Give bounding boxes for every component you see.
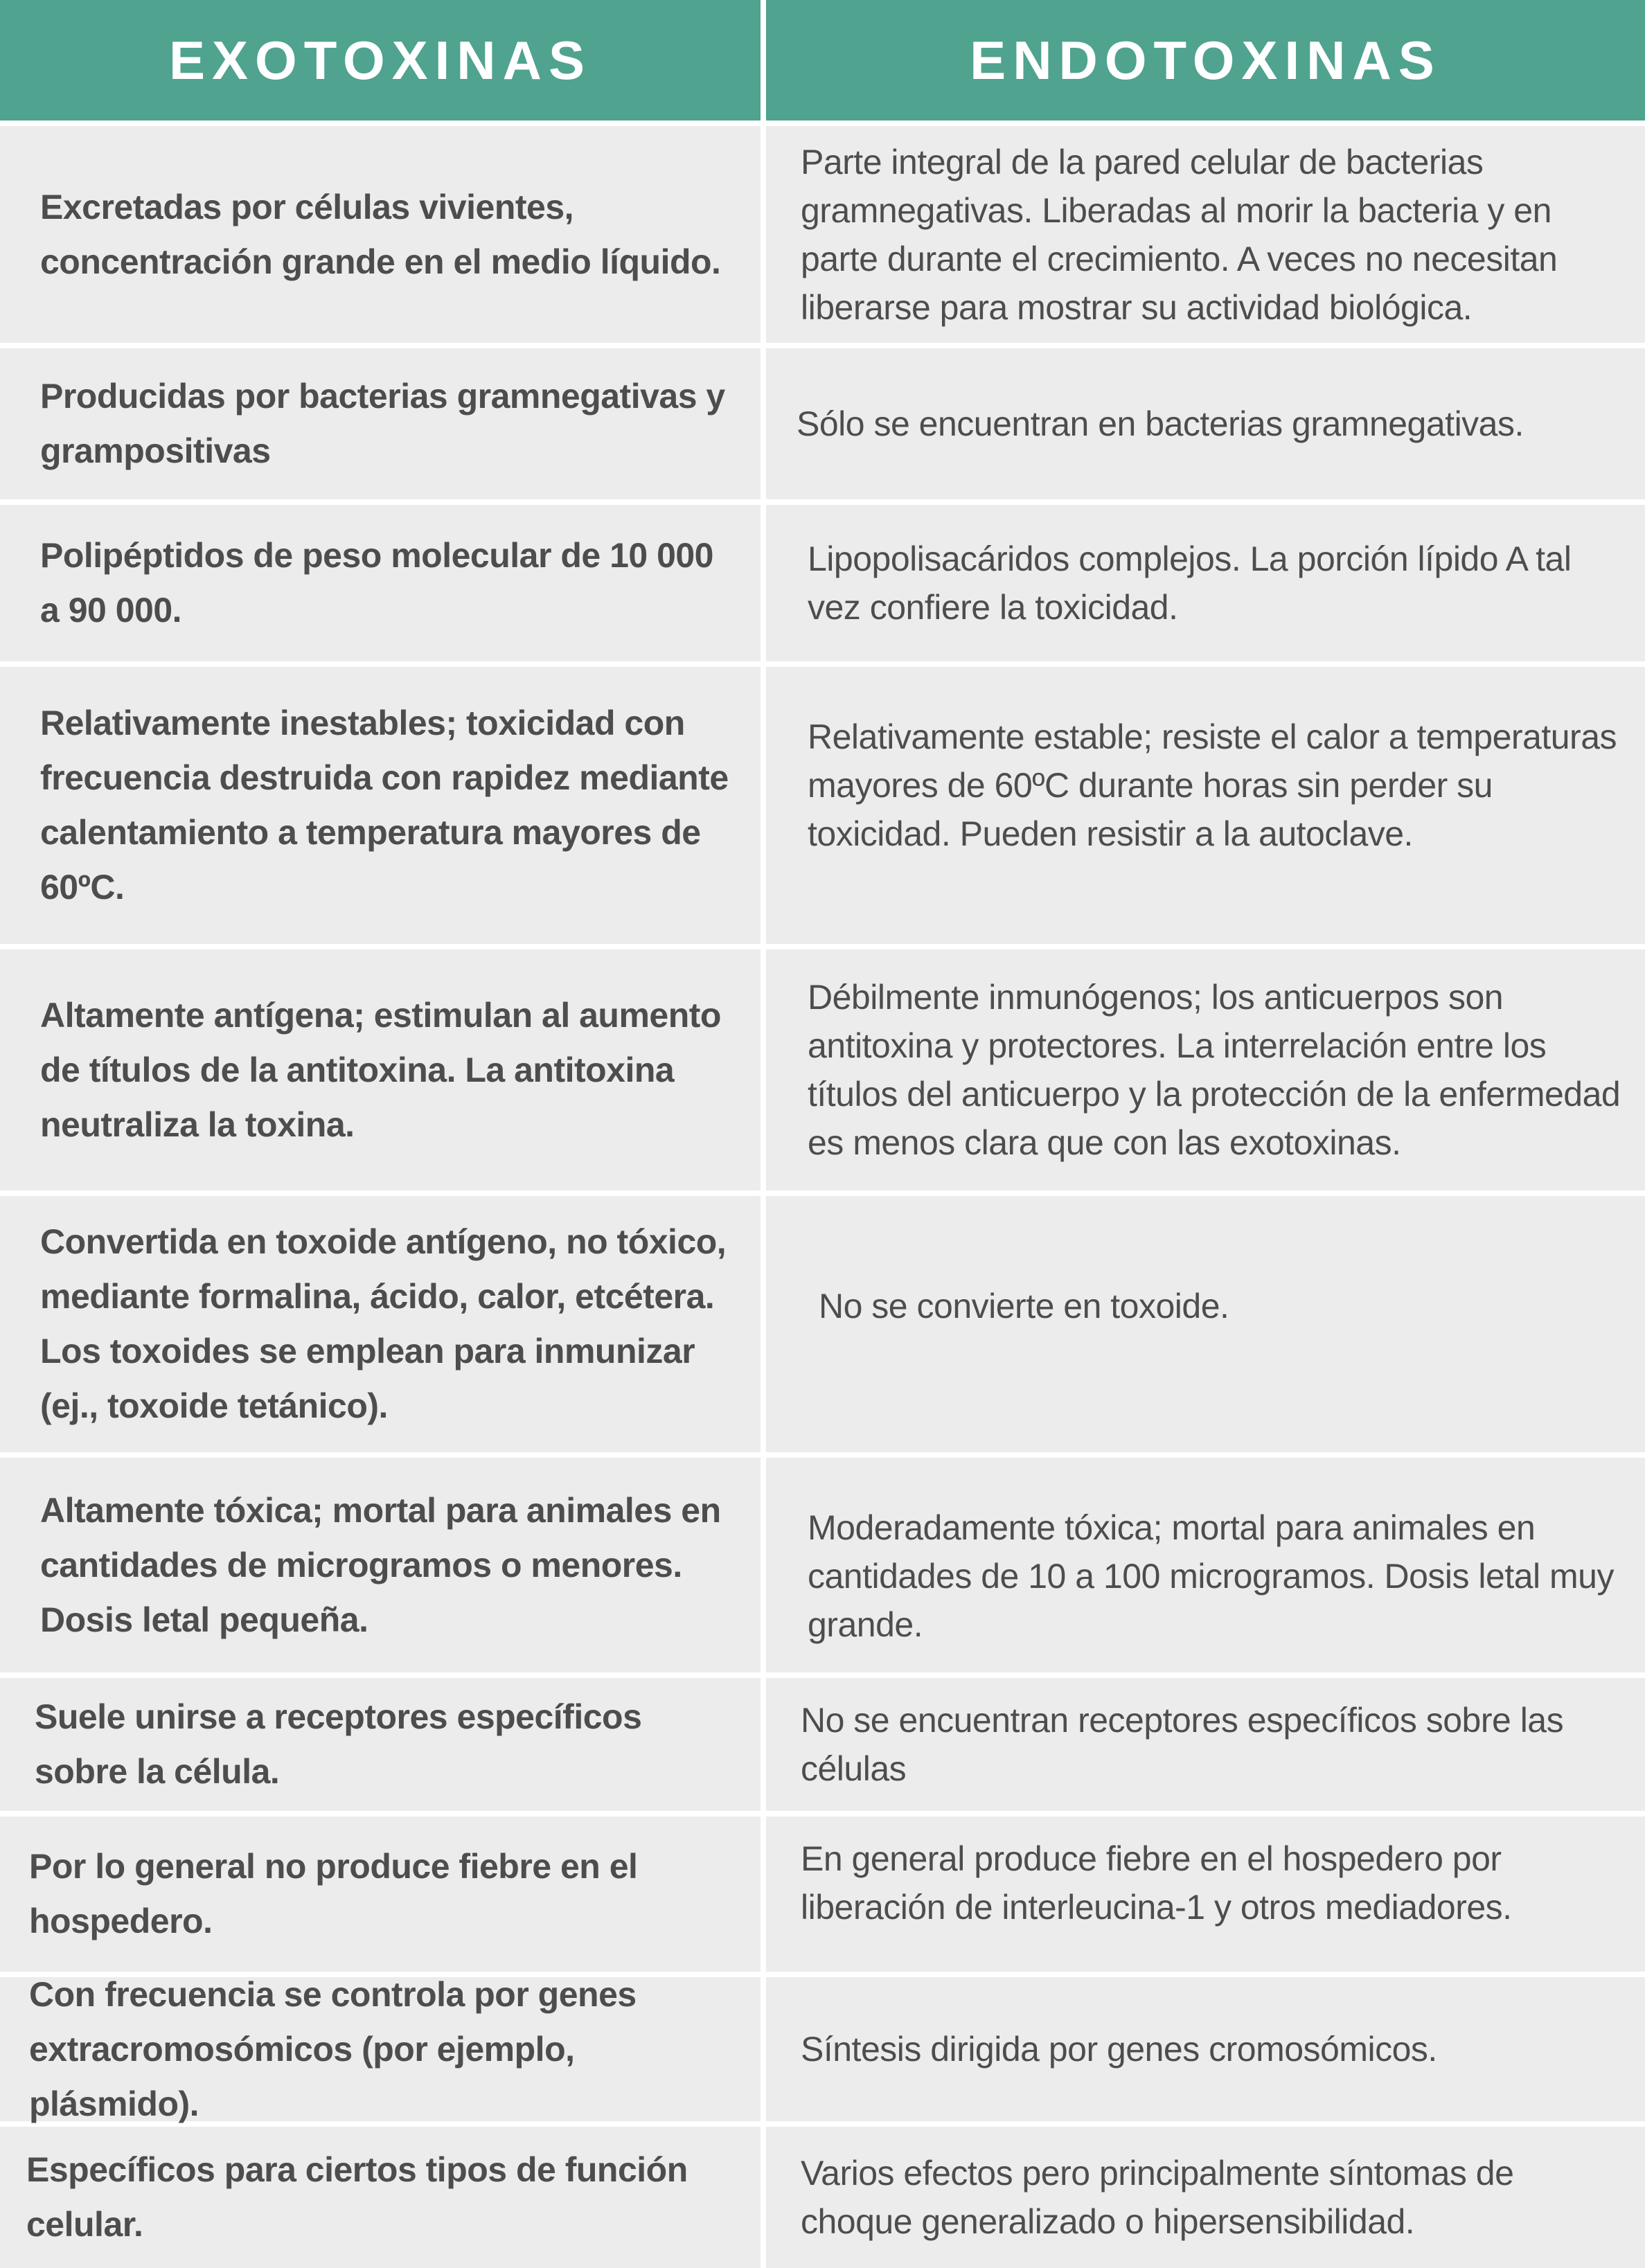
endotoxin-cell: Varios efectos pero principalmente síntomas de choque generalizado o hipersensibilidad. [766, 2127, 1645, 2268]
table-row [0, 126, 1645, 343]
exotoxin-cell: Altamente tóxica; mortal para animales en cantidades de microgramos o menores. Dosis letal pequeña. [0, 1458, 761, 1672]
endotoxin-cell: Lipopolisacáridos complejos. La porción lípido A tal vez confiere la toxicidad. [766, 505, 1645, 661]
table-row [0, 1678, 1645, 1811]
table-row [0, 667, 1645, 944]
table-row [0, 949, 1645, 1190]
table-row [0, 1816, 1645, 1972]
endotoxin-cell: Sólo se encuentran en bacterias gramnegativas. [766, 348, 1645, 499]
exotoxin-cell: Por lo general no produce fiebre en el hospedero. [0, 1816, 761, 1972]
exotoxin-cell: Relativamente inestables; toxicidad con frecuencia destruida con rapidez mediante calentamiento a temperatura mayores de 60ºC. [0, 667, 761, 944]
exotoxin-cell: Específicos para ciertos tipos de función celular. [0, 2127, 761, 2268]
header-exotoxinas: EXOTOXINAS [0, 0, 761, 120]
endotoxin-cell: Parte integral de la pared celular de bacterias gramnegativas. Liberadas al morir la bacteria y en parte durante el crecimiento. A veces no necesitan liberarse para mostrar su actividad biológica. [766, 126, 1645, 343]
table-row [0, 1974, 1645, 2123]
endotoxin-cell: En general produce fiebre en el hospedero por liberación de interleucina-1 y otros mediadores. [766, 1816, 1645, 1972]
endotoxin-cell: No se encuentran receptores específicos sobre las células [766, 1678, 1645, 1811]
table-row [0, 1196, 1645, 1452]
endotoxin-cell: No se convierte en toxoide. [766, 1196, 1645, 1452]
exotoxin-cell: Convertida en toxoide antígeno, no tóxico, mediante formalina, ácido, calor, etcétera. Los toxoides se emplean para inmunizar (ej., toxoide tetánico). [0, 1196, 761, 1452]
table-row [0, 348, 1645, 499]
exotoxin-cell: Polipéptidos de peso molecular de 10 000 a 90 000. [0, 505, 761, 661]
endotoxin-cell: Síntesis dirigida por genes cromosómicos. [766, 1977, 1645, 2121]
table-row [0, 2127, 1645, 2268]
exotoxin-cell: Suele unirse a receptores específicos sobre la célula. [0, 1678, 761, 1811]
endotoxin-cell: Relativamente estable; resiste el calor a temperaturas mayores de 60ºC durante horas sin perder su toxicidad. Pueden resistir a la autoclave. [766, 667, 1645, 944]
endotoxin-cell: Débilmente inmunógenos; los anticuerpos son antitoxina y protectores. La interrelación entre los títulos del anticuerpo y la protección de la enfermedad es menos clara que con las exotoxinas. [766, 949, 1645, 1190]
exotoxin-cell: Con frecuencia se controla por genes extracromosómicos (por ejemplo, plásmido). [0, 1977, 761, 2121]
exotoxin-cell: Altamente antígena; estimulan al aumento de títulos de la antitoxina. La antitoxina neutraliza la toxina. [0, 949, 761, 1190]
header-endotoxinas: ENDOTOXINAS [766, 0, 1645, 120]
table-row [0, 505, 1645, 661]
table-row [0, 1458, 1645, 1672]
exotoxin-cell: Excretadas por células vivientes, concentración grande en el medio líquido. [0, 126, 761, 343]
endotoxin-cell: Moderadamente tóxica; mortal para animales en cantidades de 10 a 100 microgramos. Dosis letal muy grande. [766, 1458, 1645, 1672]
exotoxin-cell: Producidas por bacterias gramnegativas y grampositivas [0, 348, 761, 499]
table-header [0, 0, 1645, 120]
